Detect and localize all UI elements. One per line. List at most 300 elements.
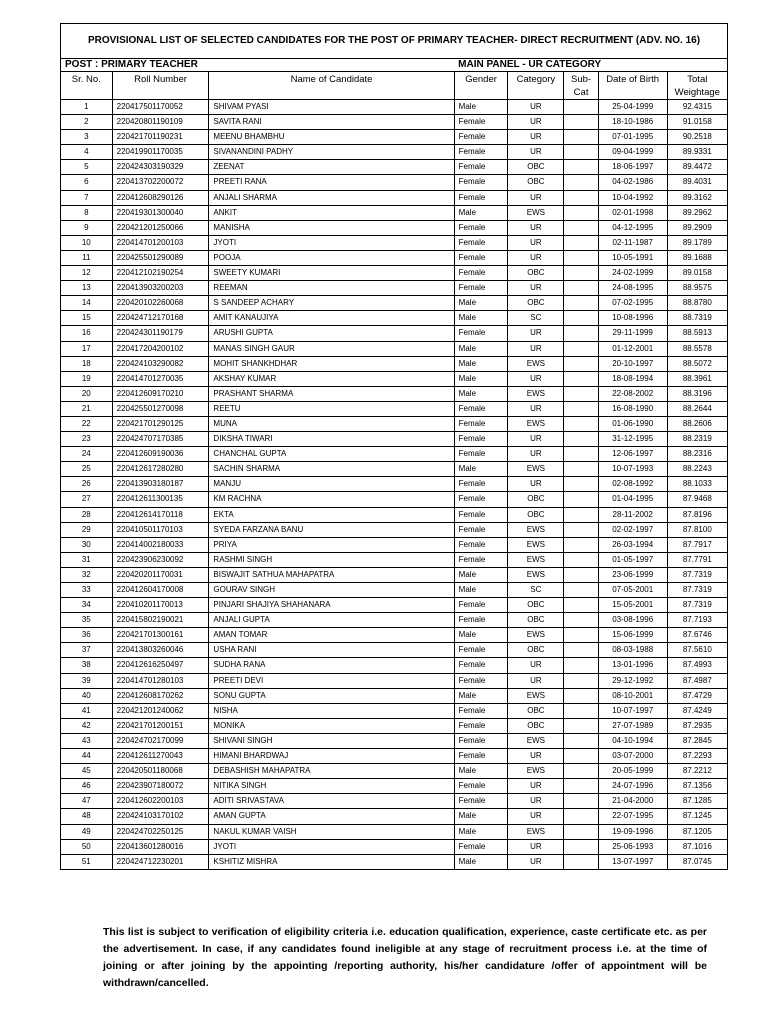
table-row <box>61 190 728 205</box>
sub-cat-cell <box>564 296 598 311</box>
weightage-cell: 87.2845 <box>667 733 727 748</box>
dob-cell: 07-02-1995 <box>598 296 667 311</box>
roll-number-cell: 220414701280103 <box>112 673 209 688</box>
weightage-cell: 87.9468 <box>667 492 727 507</box>
roll-number-cell: 220421701290125 <box>112 416 209 431</box>
col-header-dob: Date of Birth <box>598 72 667 100</box>
sr-no-cell: 32 <box>61 567 113 582</box>
table-row <box>61 220 728 235</box>
gender-cell: Female <box>454 779 508 794</box>
category-cell: EWS <box>508 688 564 703</box>
weightage-cell: 87.7319 <box>667 598 727 613</box>
dob-cell: 13-07-1997 <box>598 854 667 869</box>
table-row <box>61 311 728 326</box>
gender-cell: Male <box>454 100 508 115</box>
roll-number-cell: 220424301190179 <box>112 326 209 341</box>
sub-cat-cell <box>564 341 598 356</box>
dob-cell: 24-07-1996 <box>598 779 667 794</box>
sub-cat-cell <box>564 220 598 235</box>
sub-cat-cell <box>564 718 598 733</box>
roll-number-cell: 220419901170035 <box>112 145 209 160</box>
gender-cell: Female <box>454 492 508 507</box>
weightage-cell: 87.7319 <box>667 583 727 598</box>
sub-cat-cell <box>564 371 598 386</box>
roll-number-cell: 220413803260046 <box>112 643 209 658</box>
sr-no-cell: 7 <box>61 190 113 205</box>
candidate-name-cell: KM RACHNA <box>209 492 454 507</box>
category-cell: EWS <box>508 205 564 220</box>
candidate-name-cell: CHANCHAL GUPTA <box>209 447 454 462</box>
roll-number-cell: 220420201170031 <box>112 567 209 582</box>
table-row <box>61 386 728 401</box>
category-cell: EWS <box>508 537 564 552</box>
gender-cell: Female <box>454 537 508 552</box>
weightage-cell: 87.4729 <box>667 688 727 703</box>
gender-cell: Female <box>454 220 508 235</box>
weightage-cell: 88.5072 <box>667 356 727 371</box>
roll-number-cell: 220424702170099 <box>112 733 209 748</box>
candidate-name-cell: MANAS SINGH GAUR <box>209 341 454 356</box>
sr-no-cell: 40 <box>61 688 113 703</box>
weightage-cell: 87.8100 <box>667 522 727 537</box>
roll-number-cell: 220421201240062 <box>112 703 209 718</box>
table-row <box>61 718 728 733</box>
sub-cat-cell <box>564 205 598 220</box>
dob-cell: 29-11-1999 <box>598 326 667 341</box>
weightage-cell: 88.3961 <box>667 371 727 386</box>
roll-number-cell: 220424702250125 <box>112 824 209 839</box>
sr-no-cell: 43 <box>61 733 113 748</box>
roll-number-cell: 220417204200102 <box>112 341 209 356</box>
gender-cell: Female <box>454 401 508 416</box>
gender-cell: Female <box>454 190 508 205</box>
roll-number-cell: 220425501290089 <box>112 250 209 265</box>
sr-no-cell: 24 <box>61 447 113 462</box>
dob-cell: 04-12-1995 <box>598 220 667 235</box>
sub-cat-cell <box>564 190 598 205</box>
sub-cat-cell <box>564 281 598 296</box>
roll-number-cell: 220421701300161 <box>112 628 209 643</box>
weightage-cell: 88.2319 <box>667 432 727 447</box>
gender-cell: Male <box>454 567 508 582</box>
candidate-name-cell: SHIVANI SINGH <box>209 733 454 748</box>
candidate-name-cell: SWEETY KUMARI <box>209 266 454 281</box>
candidate-name-cell: AMAN TOMAR <box>209 628 454 643</box>
sub-cat-cell <box>564 779 598 794</box>
gender-cell: Male <box>454 356 508 371</box>
dob-cell: 29-12-1992 <box>598 673 667 688</box>
table-row <box>61 401 728 416</box>
category-cell: OBC <box>508 266 564 281</box>
sr-no-cell: 33 <box>61 583 113 598</box>
sr-no-cell: 47 <box>61 794 113 809</box>
table-row <box>61 628 728 643</box>
candidate-name-cell: DEBASHISH MAHAPATRA <box>209 764 454 779</box>
weightage-cell: 89.4031 <box>667 175 727 190</box>
sr-no-cell: 39 <box>61 673 113 688</box>
dob-cell: 18-08-1994 <box>598 371 667 386</box>
roll-number-cell: 220417501170052 <box>112 100 209 115</box>
gender-cell: Female <box>454 613 508 628</box>
category-cell: UR <box>508 854 564 869</box>
sub-cat-cell <box>564 583 598 598</box>
candidate-name-cell: JYOTI <box>209 839 454 854</box>
sr-no-cell: 48 <box>61 809 113 824</box>
table-row <box>61 552 728 567</box>
dob-cell: 22-07-1995 <box>598 809 667 824</box>
roll-number-cell: 220414002180033 <box>112 537 209 552</box>
sr-no-cell: 50 <box>61 839 113 854</box>
table-row <box>61 296 728 311</box>
gender-cell: Male <box>454 371 508 386</box>
weightage-cell: 91.0158 <box>667 115 727 130</box>
weightage-cell: 88.2644 <box>667 401 727 416</box>
sr-no-cell: 36 <box>61 628 113 643</box>
sub-cat-cell <box>564 733 598 748</box>
gender-cell: Female <box>454 598 508 613</box>
sub-cat-cell <box>564 628 598 643</box>
sub-cat-cell <box>564 854 598 869</box>
dob-cell: 24-02-1999 <box>598 266 667 281</box>
gender-cell: Female <box>454 250 508 265</box>
sub-cat-cell <box>564 598 598 613</box>
category-cell: UR <box>508 401 564 416</box>
category-cell: EWS <box>508 356 564 371</box>
dob-cell: 10-07-1997 <box>598 703 667 718</box>
sr-no-cell: 18 <box>61 356 113 371</box>
weightage-cell: 89.4472 <box>667 160 727 175</box>
dob-cell: 27-07-1989 <box>598 718 667 733</box>
dob-cell: 25-06-1993 <box>598 839 667 854</box>
roll-number-cell: 220413601280016 <box>112 839 209 854</box>
roll-number-cell: 220412611300135 <box>112 492 209 507</box>
dob-cell: 03-08-1996 <box>598 613 667 628</box>
table-row <box>61 749 728 764</box>
col-header-sr-no: Sr. No. <box>61 72 113 100</box>
roll-number-cell: 220412616250497 <box>112 658 209 673</box>
dob-cell: 22-08-2002 <box>598 386 667 401</box>
roll-number-cell: 220419301300040 <box>112 205 209 220</box>
table-row <box>61 613 728 628</box>
candidate-name-cell: MANISHA <box>209 220 454 235</box>
dob-cell: 08-03-1988 <box>598 643 667 658</box>
table-row <box>61 809 728 824</box>
dob-cell: 28-11-2002 <box>598 507 667 522</box>
sub-cat-cell <box>564 326 598 341</box>
roll-number-cell: 220424712170168 <box>112 311 209 326</box>
sr-no-cell: 27 <box>61 492 113 507</box>
sub-cat-cell <box>564 130 598 145</box>
table-row <box>61 854 728 869</box>
col-header-weightage: Total Weightage <box>667 72 727 100</box>
sr-no-cell: 31 <box>61 552 113 567</box>
table-row <box>61 205 728 220</box>
roll-number-cell: 220423907180072 <box>112 779 209 794</box>
candidate-name-cell: MOHIT SHANKHDHAR <box>209 356 454 371</box>
roll-number-cell: 220414701270035 <box>112 371 209 386</box>
sub-cat-cell <box>564 477 598 492</box>
roll-number-cell: 220424712230201 <box>112 854 209 869</box>
document-title: PROVISIONAL LIST OF SELECTED CANDIDATES FOR THE POST OF PRIMARY TEACHER- DIRECT RECRUITMENT (ADV. NO. 16) <box>61 24 728 59</box>
sr-no-cell: 22 <box>61 416 113 431</box>
gender-cell: Female <box>454 175 508 190</box>
sr-no-cell: 12 <box>61 266 113 281</box>
dob-cell: 02-01-1998 <box>598 205 667 220</box>
sub-cat-cell <box>564 235 598 250</box>
sr-no-cell: 41 <box>61 703 113 718</box>
weightage-cell: 89.1688 <box>667 250 727 265</box>
category-cell: EWS <box>508 386 564 401</box>
table-row <box>61 764 728 779</box>
sub-cat-cell <box>564 416 598 431</box>
dob-cell: 10-08-1996 <box>598 311 667 326</box>
sr-no-cell: 16 <box>61 326 113 341</box>
sub-cat-cell <box>564 160 598 175</box>
gender-cell: Female <box>454 749 508 764</box>
column-header-row <box>61 72 728 100</box>
table-row <box>61 160 728 175</box>
roll-number-cell: 220420501180068 <box>112 764 209 779</box>
candidate-name-cell: SHIVAM PYASI <box>209 100 454 115</box>
gender-cell: Female <box>454 235 508 250</box>
sr-no-cell: 44 <box>61 749 113 764</box>
sr-no-cell: 14 <box>61 296 113 311</box>
weightage-cell: 87.0745 <box>667 854 727 869</box>
sr-no-cell: 2 <box>61 115 113 130</box>
weightage-cell: 88.2606 <box>667 416 727 431</box>
dob-cell: 01-12-2001 <box>598 341 667 356</box>
sr-no-cell: 45 <box>61 764 113 779</box>
title-row <box>61 24 728 59</box>
sr-no-cell: 1 <box>61 100 113 115</box>
candidate-name-cell: NAKUL KUMAR VAISH <box>209 824 454 839</box>
candidate-name-cell: PRIYA <box>209 537 454 552</box>
table-row <box>61 266 728 281</box>
sub-cat-cell <box>564 492 598 507</box>
category-cell: UR <box>508 145 564 160</box>
table-row <box>61 462 728 477</box>
sub-cat-cell <box>564 749 598 764</box>
category-cell: OBC <box>508 175 564 190</box>
sr-no-cell: 5 <box>61 160 113 175</box>
weightage-cell: 88.3196 <box>667 386 727 401</box>
weightage-cell: 90.2518 <box>667 130 727 145</box>
roll-number-cell: 220420102260068 <box>112 296 209 311</box>
category-cell: OBC <box>508 643 564 658</box>
roll-number-cell: 220410201170013 <box>112 598 209 613</box>
sub-cat-cell <box>564 824 598 839</box>
roll-number-cell: 220420801190109 <box>112 115 209 130</box>
table-row <box>61 583 728 598</box>
sub-cat-cell <box>564 507 598 522</box>
table-row <box>61 507 728 522</box>
roll-number-cell: 220413903200203 <box>112 281 209 296</box>
table-row <box>61 371 728 386</box>
category-cell: UR <box>508 432 564 447</box>
sr-no-cell: 6 <box>61 175 113 190</box>
dob-cell: 03-07-2000 <box>598 749 667 764</box>
weightage-cell: 87.8196 <box>667 507 727 522</box>
category-cell: OBC <box>508 598 564 613</box>
roll-number-cell: 220421701200151 <box>112 718 209 733</box>
candidate-name-cell: KSHITIZ MISHRA <box>209 854 454 869</box>
candidate-name-cell: RASHMI SINGH <box>209 552 454 567</box>
gender-cell: Male <box>454 628 508 643</box>
category-cell: EWS <box>508 824 564 839</box>
table-row <box>61 130 728 145</box>
dob-cell: 26-03-1994 <box>598 537 667 552</box>
sr-no-cell: 23 <box>61 432 113 447</box>
sr-no-cell: 35 <box>61 613 113 628</box>
candidate-name-cell: PREETI DEVI <box>209 673 454 688</box>
table-row <box>61 326 728 341</box>
sub-cat-cell <box>564 764 598 779</box>
candidate-name-cell: REEMAN <box>209 281 454 296</box>
sr-no-cell: 9 <box>61 220 113 235</box>
roll-number-cell: 220414701200103 <box>112 235 209 250</box>
sr-no-cell: 15 <box>61 311 113 326</box>
sub-cat-cell <box>564 145 598 160</box>
col-header-gender: Gender <box>454 72 508 100</box>
candidate-name-cell: USHA RANI <box>209 643 454 658</box>
category-cell: SC <box>508 583 564 598</box>
sr-no-cell: 13 <box>61 281 113 296</box>
candidate-name-cell: MANJU <box>209 477 454 492</box>
col-header-sub-cat: Sub-Cat <box>564 72 598 100</box>
candidate-name-cell: ANKIT <box>209 205 454 220</box>
weightage-cell: 88.2243 <box>667 462 727 477</box>
disclaimer-note: This list is subject to verification of eligibility criteria i.e. education qualification, experience, caste certificate etc. as per the advertisement. In case, if any candidates found ineligible at any stage of recruitment process i.e. at the time of joining or after joining by the appointing /reporting authority, his/her candidature /offer of appointment will be withdrawn/cancelled. <box>103 926 707 989</box>
candidate-name-cell: PRASHANT SHARMA <box>209 386 454 401</box>
weightage-cell: 88.7319 <box>667 311 727 326</box>
candidate-name-cell: AKSHAY KUMAR <box>209 371 454 386</box>
weightage-cell: 89.2909 <box>667 220 727 235</box>
dob-cell: 09-04-1999 <box>598 145 667 160</box>
sr-no-cell: 3 <box>61 130 113 145</box>
table-body <box>61 100 728 870</box>
sub-cat-cell <box>564 567 598 582</box>
category-cell: UR <box>508 658 564 673</box>
category-cell: EWS <box>508 567 564 582</box>
table-row <box>61 673 728 688</box>
candidate-name-cell: HIMANI BHARDWAJ <box>209 749 454 764</box>
category-cell: UR <box>508 809 564 824</box>
category-cell: UR <box>508 190 564 205</box>
roll-number-cell: 220412609170210 <box>112 386 209 401</box>
sr-no-cell: 20 <box>61 386 113 401</box>
table-row <box>61 175 728 190</box>
sub-cat-cell <box>564 250 598 265</box>
table-row <box>61 643 728 658</box>
gender-cell: Female <box>454 266 508 281</box>
table-row <box>61 416 728 431</box>
candidate-name-cell: EKTA <box>209 507 454 522</box>
gender-cell: Male <box>454 386 508 401</box>
dob-cell: 13-01-1996 <box>598 658 667 673</box>
gender-cell: Male <box>454 854 508 869</box>
sr-no-cell: 8 <box>61 205 113 220</box>
col-header-roll-number: Roll Number <box>112 72 209 100</box>
table-row <box>61 703 728 718</box>
dob-cell: 02-11-1987 <box>598 235 667 250</box>
weightage-cell: 89.0158 <box>667 266 727 281</box>
table-row <box>61 341 728 356</box>
sub-cat-cell <box>564 522 598 537</box>
weightage-cell: 87.4987 <box>667 673 727 688</box>
roll-number-cell: 220412609190036 <box>112 447 209 462</box>
gender-cell: Female <box>454 281 508 296</box>
sub-cat-cell <box>564 386 598 401</box>
roll-number-cell: 220412604170008 <box>112 583 209 598</box>
dob-cell: 16-08-1990 <box>598 401 667 416</box>
category-cell: UR <box>508 130 564 145</box>
category-cell: UR <box>508 477 564 492</box>
gender-cell: Male <box>454 764 508 779</box>
gender-cell: Female <box>454 522 508 537</box>
weightage-cell: 87.1016 <box>667 839 727 854</box>
category-cell: OBC <box>508 296 564 311</box>
weightage-cell: 87.1205 <box>667 824 727 839</box>
candidate-name-cell: AMIT KANAUJIYA <box>209 311 454 326</box>
roll-number-cell: 220410501170103 <box>112 522 209 537</box>
category-cell: UR <box>508 371 564 386</box>
dob-cell: 04-10-1994 <box>598 733 667 748</box>
sub-cat-cell <box>564 266 598 281</box>
sr-no-cell: 4 <box>61 145 113 160</box>
gender-cell: Male <box>454 462 508 477</box>
gender-cell: Female <box>454 507 508 522</box>
gender-cell: Female <box>454 839 508 854</box>
document-sheet <box>60 23 728 870</box>
weightage-cell: 88.8780 <box>667 296 727 311</box>
gender-cell: Male <box>454 205 508 220</box>
sub-cat-cell <box>564 809 598 824</box>
weightage-cell: 88.5578 <box>667 341 727 356</box>
sr-no-cell: 46 <box>61 779 113 794</box>
sub-cat-cell <box>564 432 598 447</box>
roll-number-cell: 220424103170102 <box>112 809 209 824</box>
roll-number-cell: 220412614170118 <box>112 507 209 522</box>
dob-cell: 01-06-1990 <box>598 416 667 431</box>
table-row <box>61 658 728 673</box>
candidate-name-cell: BISWAJIT SATHUA MAHAPATRA <box>209 567 454 582</box>
category-cell: UR <box>508 115 564 130</box>
roll-number-cell: 220424103290082 <box>112 356 209 371</box>
category-cell: EWS <box>508 522 564 537</box>
roll-number-cell: 220415802190021 <box>112 613 209 628</box>
dob-cell: 15-06-1999 <box>598 628 667 643</box>
roll-number-cell: 220413702200072 <box>112 175 209 190</box>
dob-cell: 21-04-2000 <box>598 794 667 809</box>
gender-cell: Female <box>454 447 508 462</box>
post-label: POST : PRIMARY TEACHER <box>61 59 455 72</box>
category-cell: UR <box>508 673 564 688</box>
weightage-cell: 87.7791 <box>667 552 727 567</box>
gender-cell: Female <box>454 145 508 160</box>
sub-cat-cell <box>564 100 598 115</box>
category-cell: OBC <box>508 718 564 733</box>
sub-cat-cell <box>564 673 598 688</box>
gender-cell: Female <box>454 416 508 431</box>
weightage-cell: 87.7319 <box>667 567 727 582</box>
table-row <box>61 839 728 854</box>
table-row <box>61 100 728 115</box>
candidate-name-cell: MONIKA <box>209 718 454 733</box>
candidate-name-cell: GOURAV SINGH <box>209 583 454 598</box>
category-cell: UR <box>508 326 564 341</box>
dob-cell: 07-01-1995 <box>598 130 667 145</box>
category-cell: UR <box>508 749 564 764</box>
